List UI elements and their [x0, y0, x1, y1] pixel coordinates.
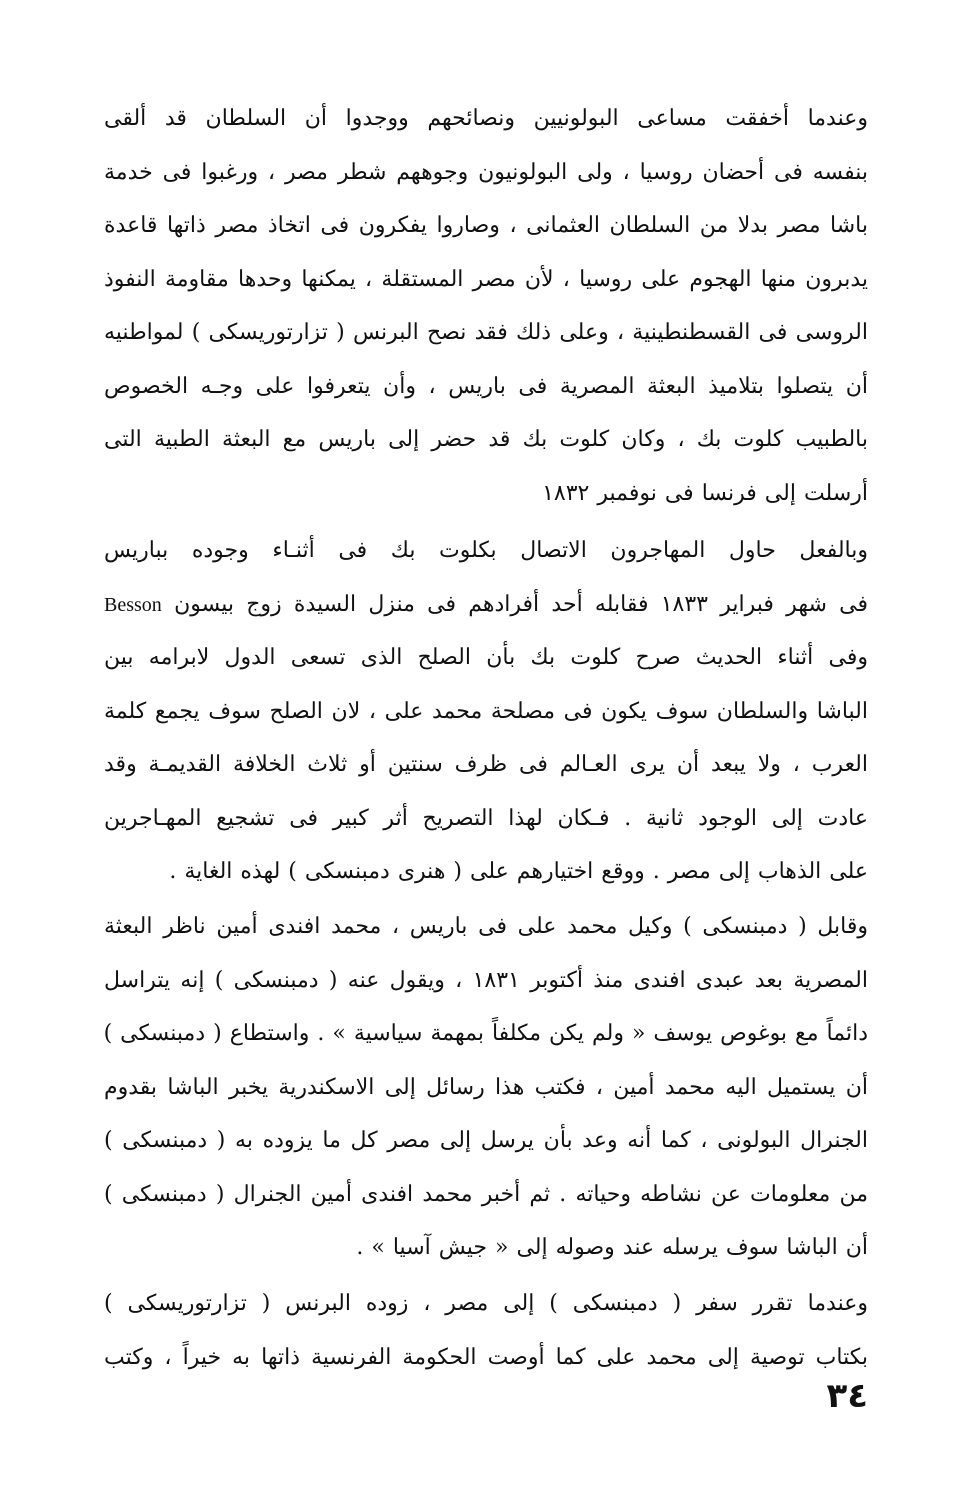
paragraph-line: المصرية بعد عبدى افندى منذ أكتوبر ١٨٣١ ، ويقول عنه ( دمبنسكى ) إنه يتراسل: [104, 967, 868, 993]
paragraph-line: العرب ، ولا يبعد أن يرى العـالم فى ظرف سنتين أو ثلاث الخلافة القديمـة وقد: [104, 752, 868, 777]
paragraph-line: بكتاب توصية إلى محمد على كما أوصت الحكومة الفرنسية ذاتها به خيراً ، وكتب: [104, 1344, 868, 1370]
paragraph-line: دائماً مع بوغوص يوسف « ولم يكن مكلفاً بمهمة سياسية » . واستطاع ( دمبنسكى ): [104, 1021, 868, 1046]
paragraph-line: وقابل ( دمبنسكى ) وكيل محمد على فى باريس ، محمد افندى أمين ناظر البعثة: [104, 914, 868, 939]
paragraph-1: [104, 92, 868, 520]
paragraph-line: على الذهاب إلى مصر . ووقع اختيارهم على ( هنرى دمبنسكى ) لهذه الغاية .: [169, 859, 868, 884]
paragraph-line-text: فى شهر فبراير ١٨٣٣ فقابله أحد أفرادهم فى منزل السيدة زوج بيسون: [174, 591, 868, 617]
paragraph-line: عادت إلى الوجود ثانية . فـكان لهذا التصريح أثر كبير فى تشجيع المهـاجرين: [104, 805, 868, 831]
paragraph-4: [104, 1277, 868, 1384]
paragraph-line: أن الباشا سوف يرسله عند وصوله إلى « جيش آسيا » .: [356, 1235, 868, 1260]
paragraph-line: أرسلت إلى فرنسا فى نوفمبر ١٨٣٢: [542, 480, 868, 506]
paragraph-line: بنفسه فى أحضان روسيا ، ولى البولونيون وجوههم شطر مصر ، ورغبوا فى خدمة: [104, 159, 868, 185]
paragraph-line: من معلومات عن نشاطه وحياته . ثم أخبر محمد افندى أمين الجنرال ( دمبنسكى ): [104, 1181, 868, 1207]
paragraph-line: الروسى فى القسطنطينية ، وعلى ذلك فقد نصح البرنس ( تزارتوريسكى ) لمواطنيه: [104, 320, 868, 345]
page-number: ٣٤: [826, 1376, 868, 1416]
paragraph-line: يدبرون منها الهجوم على روسيا ، لأن مصر المستقلة ، يمكنها وحدها مقاومة النفوذ: [104, 266, 868, 292]
latin-name: Besson: [104, 593, 162, 616]
paragraph-line-with-latin: [104, 578, 868, 632]
paragraph-3: [104, 900, 868, 1275]
paragraph-line: وفى أثناء الحديث صرح كلوت بك بأن الصلح الذى تسعى الدول لابرامه بين: [104, 645, 868, 670]
paragraph-line: وعندما أخفقت مساعى البولونيين ونصائحهم ووجدوا أن السلطان قد ألقى: [104, 106, 868, 131]
paragraph-line: بالطبيب كلوت بك ، وكان كلوت بك قد حضر إلى باريس مع البعثة الطبية التى: [104, 427, 868, 452]
paragraph-line: وعندما تقرر سفر ( دمبنسكى ) إلى مصر ، زوده البرنس ( تزارتوريسكى ): [104, 1291, 868, 1316]
paragraph-line: أن يستميل اليه محمد أمين ، فكتب هذا رسائل إلى الاسكندرية يخبر الباشا بقدوم: [104, 1074, 868, 1100]
paragraph-2: [104, 524, 868, 899]
paragraph-line: الجنرال البولونى ، كما أنه وعد بأن يرسل إلى مصر كل ما يزوده به ( دمبنسكى ): [104, 1128, 868, 1153]
paragraph-line: أن يتصلوا بتلاميذ البعثة المصرية فى باريس ، وأن يتعرفوا على وجـه الخصوص: [104, 373, 868, 399]
paragraph-line: الباشا والسلطان سوف يكون فى مصلحة محمد على ، لان الصلح سوف يجمع كلمة: [104, 698, 868, 724]
paragraph-line: باشا مصر بدلا من السلطان العثمانى ، وصاروا يفكرون فى اتخاذ مصر ذاتها قاعدة: [104, 213, 868, 238]
paragraph-line: وبالفعل حاول المهاجرون الاتصال بكلوت بك فى أثنـاء وجوده بباريس: [104, 538, 868, 563]
